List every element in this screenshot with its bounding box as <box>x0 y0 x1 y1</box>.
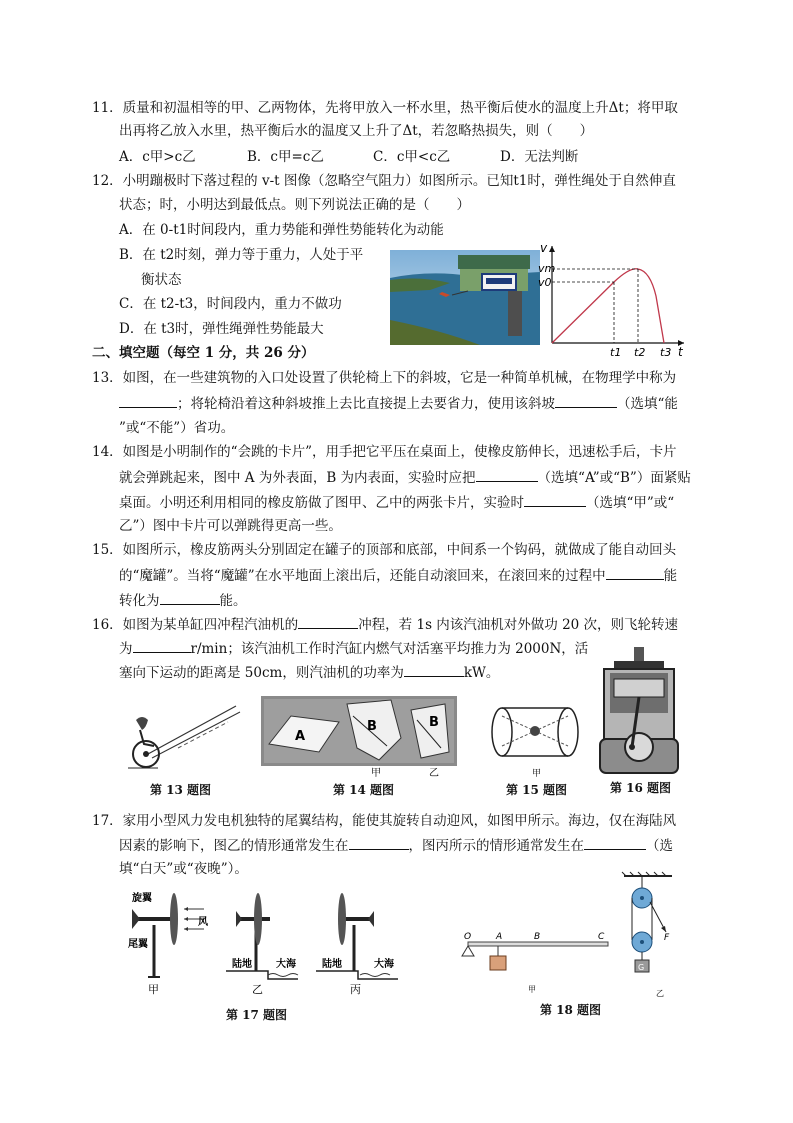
fig18-label-o: O <box>464 932 472 942</box>
fig18-label-f: F <box>664 933 670 943</box>
q11-option-a: A．c甲>c乙 <box>119 149 196 165</box>
fig17-turbine-jia <box>128 891 209 996</box>
vt-graph <box>538 240 688 358</box>
fig16-engine <box>594 643 684 778</box>
q12-option-c: C．在 t2-t3，时间段内，重力不做功 <box>119 296 342 312</box>
q15-blank-2[interactable] <box>160 590 220 605</box>
vt-axis-t: t <box>678 345 683 358</box>
q11-option-d: D．无法判断 <box>500 149 579 165</box>
q15-line2 <box>119 565 677 586</box>
q13-line3: ”或“不能”）省功。 <box>119 420 235 436</box>
q13-line1: 13．如图，在一些建筑物的入口处设置了供轮椅上下的斜坡，它是一种简单机械，在物理学中称为 <box>92 370 677 386</box>
caption-fig15: 第 15 题图 <box>506 783 568 797</box>
q13-line2 <box>119 393 678 414</box>
q13-line2-text-b: （选填“能 <box>617 396 678 412</box>
q14-line2-text-b: （选填“A”或“B”）面紧贴 <box>537 470 691 486</box>
fig14-label-b2: B <box>429 715 439 730</box>
fig17-bing-label-sea: 大海 <box>374 959 394 970</box>
fig15-label: 甲 <box>532 769 542 778</box>
q17-line2-text-a: 因素的影响下，图乙的情形通常发生在 <box>119 838 349 854</box>
q12-option-a: A．在 0-t1时间段内，重力势能和弹性势能转化为动能 <box>119 222 444 238</box>
q14-line3-text-a: 桌面。小明还利用相同的橡皮筋做了图甲、乙中的两张卡片，实验时 <box>119 495 524 511</box>
vt-label-t2: t2 <box>634 346 646 358</box>
vt-label-v0: v0 <box>538 276 552 289</box>
fig17-bing-label-land: 陆地 <box>322 959 342 970</box>
q11-option-c: C．c甲<c乙 <box>373 149 451 165</box>
q17-line3: 填“白天”或“夜晚”）。 <box>119 861 248 877</box>
fig17-label-blade: 旋翼 <box>132 893 152 904</box>
caption-fig14: 第 14 题图 <box>333 783 395 797</box>
q12-option-b-line1: B．在 t2时刻，弹力等于重力，人处于平 <box>119 247 364 263</box>
q15-line1: 15．如图所示，橡皮筋两头分别固定在罐子的顶部和底部，中间系一个钩码，就做成了能自动回头 <box>92 542 677 558</box>
q14-line3-text-b: （选填“甲”或“ <box>586 495 675 511</box>
caption-fig17: 第 17 题图 <box>226 1008 288 1022</box>
fig17-label-yi: 乙 <box>252 983 263 996</box>
q14-line2-text-a: 就会弹跳起来，图中 A 为外表面，B 为内表面，实验时应把 <box>119 470 476 486</box>
fig18-label-g: G <box>638 963 645 972</box>
fig17-label-wind: 风 <box>198 917 208 928</box>
q11-line1: 11．质量和初温相等的甲、乙两物体，先将甲放入一杯水里，热平衡后使水的温度上升Δt；将甲取 <box>92 100 678 116</box>
q17-blank-2[interactable] <box>584 835 646 850</box>
q16-blank-2[interactable] <box>133 638 191 653</box>
q14-line3 <box>119 492 674 513</box>
q12-line2: 状态；时，小明达到最低点。则下列说法正确的是（ ） <box>119 197 470 213</box>
q12-line1: 12．小明蹦极时下落过程的 v-t 图像（忽略空气阻力）如图所示。已知t1时，弹性绳处于自然伸直 <box>92 173 676 189</box>
q16-line2-text-b: r/min；该汽油机工作时汽缸内燃气对活塞平均推力为 2000N，活 <box>190 641 589 657</box>
caption-fig18: 第 18 题图 <box>540 1003 602 1017</box>
q15-line3 <box>119 590 247 611</box>
fig18-label-b: B <box>534 932 541 942</box>
q14-blank-2[interactable] <box>524 492 586 507</box>
q16-blank-3[interactable] <box>404 662 464 677</box>
q14-blank-1[interactable] <box>476 467 538 482</box>
fig14-label-yi: 乙 <box>429 768 439 778</box>
fig15-magic-can <box>488 700 588 778</box>
q13-blank-1[interactable] <box>119 393 177 408</box>
q11-line2: 出再将乙放入水里，热平衡后水的温度又上升了Δt，若忽略热损失，则（ ） <box>119 123 594 139</box>
fig17-label-bing: 丙 <box>350 983 361 996</box>
vt-label-t1: t1 <box>610 346 622 358</box>
q14-line1: 14．如图是小明制作的“会跳的卡片”，用手把它平压在桌面上，使橡皮筋伸长，迅速松手后，卡片 <box>92 444 677 460</box>
fig14-label-a: A <box>295 729 306 744</box>
q14-line2 <box>119 467 691 488</box>
q16-line1-text-b: 冲程，若 1s 内该汽油机对外做功 20 次，则飞轮转速 <box>358 617 679 633</box>
q17-line2-text-b: ，图丙所示的情形通常发生在 <box>408 838 584 854</box>
vt-label-t3: t3 <box>660 346 672 358</box>
caption-fig13: 第 13 题图 <box>150 783 212 797</box>
q17-line2-text-c: （选 <box>646 838 673 854</box>
q13-line2-text-a: ；将轮椅沿着这种斜坡推上去比直接提上去要省力，使用该斜坡 <box>177 396 555 412</box>
q16-line1 <box>92 614 678 635</box>
q11-option-b: B．c甲=c乙 <box>247 149 324 165</box>
fig17-turbine-bing <box>316 893 398 996</box>
vt-label-vm: vm <box>538 262 556 275</box>
q13-blank-2[interactable] <box>555 393 617 408</box>
fig17-label-jia: 甲 <box>148 983 159 996</box>
fig14-jumping-cards <box>261 696 457 778</box>
fig17-label-tail: 尾翼 <box>128 939 148 950</box>
q16-line3 <box>119 662 499 683</box>
q17-blank-1[interactable] <box>349 835 409 850</box>
q15-line2-text-b: 能 <box>663 568 678 584</box>
fig17-yi-label-sea: 大海 <box>276 959 296 970</box>
q17-line2 <box>119 835 673 856</box>
fig17-wind-turbines <box>128 887 418 999</box>
fig14-label-b1: B <box>367 719 377 734</box>
q12-option-d: D．在 t3时，弹性绳弹性势能最大 <box>119 321 324 337</box>
q17-line1: 17．家用小型风力发电机独特的尾翼结构，能使其旋转自动迎风，如图甲所示。海边，仅在海陆风 <box>92 813 677 829</box>
q15-line3-text-a: 转化为 <box>119 593 160 609</box>
q12-option-b-line2: 衡状态 <box>141 272 182 288</box>
q16-line1-text-a: 16．如图为某单缸四冲程汽油机的 <box>92 617 299 633</box>
q15-line3-text-b: 能。 <box>219 593 247 609</box>
q14-line4: 乙”）图中卡片可以弹跳得更高一些。 <box>119 518 342 534</box>
q16-line2 <box>119 638 588 659</box>
q16-line3-text-b: kW。 <box>463 665 500 681</box>
vt-axis-v: v <box>540 241 548 255</box>
q16-blank-1[interactable] <box>298 614 358 629</box>
fig17-yi-label-land: 陆地 <box>232 959 252 970</box>
fig17-turbine-yi <box>226 893 298 996</box>
fig14-label-jia: 甲 <box>371 768 381 778</box>
q15-line2-text-a: 的“魔罐”。当将“魔罐”在水平地面上滚出后，还能自动滚回来，在滚回来的过程中 <box>119 568 606 584</box>
q15-blank-1[interactable] <box>606 565 664 580</box>
bungee-photo <box>390 250 540 345</box>
fig18-label-yi: 乙 <box>656 989 664 998</box>
q16-line2-text-a: 为 <box>119 641 133 657</box>
fig18-pulley <box>620 870 680 1000</box>
q16-line3-text-a: 塞向下运动的距离是 50cm，则汽油机的功率为 <box>119 665 404 681</box>
fig18-lever <box>458 930 618 998</box>
fig18-label-c: C <box>598 932 605 942</box>
fig18-label-a: A <box>496 932 503 942</box>
section-heading: 二、填空题（每空 1 分，共 26 分） <box>92 345 315 361</box>
fig13-wheelchair-ramp <box>118 696 243 776</box>
caption-fig16: 第 16 题图 <box>610 781 672 795</box>
fig18-label-jia: 甲 <box>528 985 536 994</box>
